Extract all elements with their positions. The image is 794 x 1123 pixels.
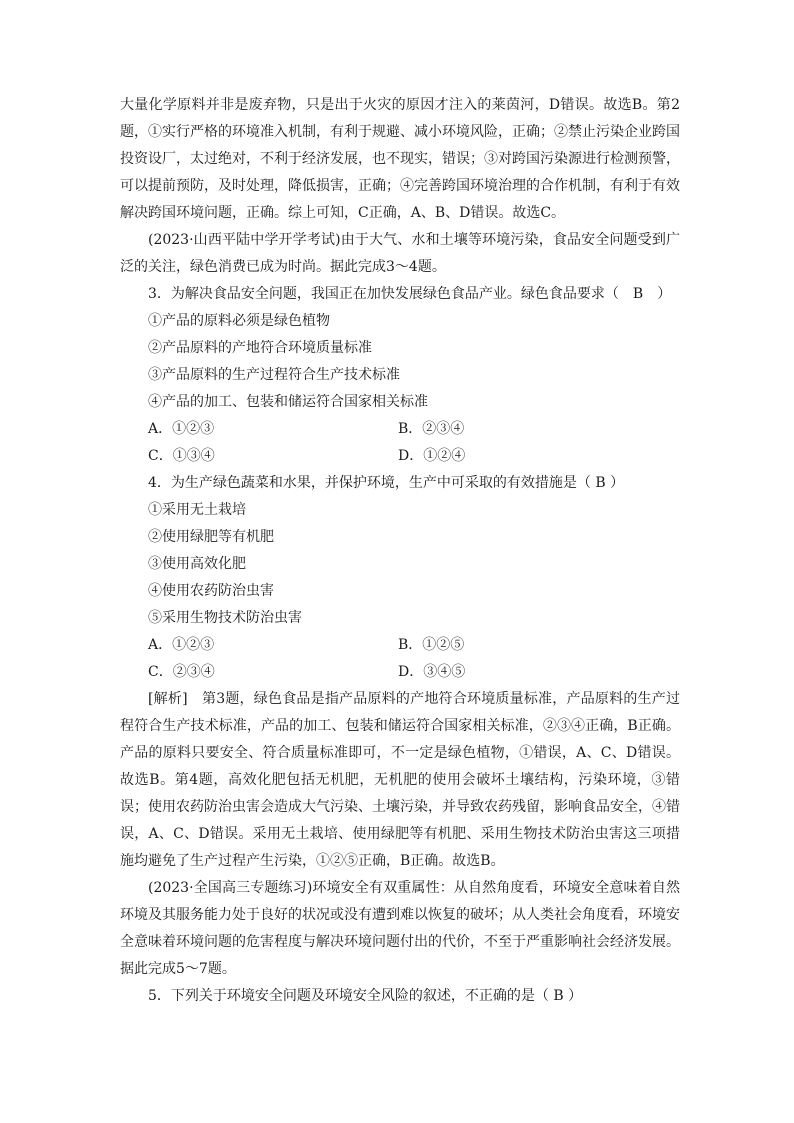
question-4-stem: 4．为生产绿色蔬菜和水果，并保护环境，生产中可采取的有效措施是（ B ） bbox=[148, 475, 625, 491]
analysis-paragraph: [解析] 第3题，绿色食品是指产品原料的产地符合环境质量标准，产品原料的生产过程符合生产技术标准，产品的加工、包装和储运符合国家相关标准，②③④正确，B正确。产品的原料只要安全、符合质量标准即可，不一定是绿色植物，①错误，A、C、D错误。故选B。第4题，高效化肥包括无机肥，无机肥的使用会破坏土壤结构，污染环境，③错误；使用农药防治虫害会造成大气污染、土壤污染，并导致农药残留，影响食品安全，④错误，A、C、D错误。采用无土栽培、使用绿肥等有机肥、采用生物技术防治虫害这三项措施均避免了生产过程产生污染，①②⑤正确，B正确。故选B。 bbox=[120, 691, 680, 869]
question-4-option-c: C．②③④ bbox=[148, 664, 215, 680]
question-3-options-row-2 bbox=[120, 443, 680, 470]
question-3-options-row-1 bbox=[120, 416, 680, 443]
question-3-option-d: D．①②④ bbox=[398, 448, 466, 464]
question-3-statement-2: ②产品原料的产地符合环境质量标准 bbox=[148, 340, 372, 356]
question-3-option-c: C．①③④ bbox=[148, 448, 215, 464]
question-4-options-row-2 bbox=[120, 659, 680, 686]
document-content bbox=[120, 92, 680, 1010]
question-4-statement-5: ⑤采用生物技术防治虫害 bbox=[148, 610, 302, 626]
question-3-statement-3: ③产品原料的生产过程符合生产技术标准 bbox=[148, 367, 400, 383]
question-3-stem: 3．为解决食品安全问题，我国正在加快发展绿色食品产业。绿色食品要求（ B ） bbox=[148, 286, 672, 302]
question-3-statement-4: ④产品的加工、包装和储运符合国家相关标准 bbox=[148, 394, 428, 410]
answer-continuation-paragraph: 大量化学原料并非是废弃物，只是出于火灾的原因才注入的莱茵河，D错误。故选B。第2题，①实行严格的环境准入机制，有利于规避、减小环境风险，正确；②禁止污染企业跨国投资设厂，太过绝对，不利于经济发展，也不现实，错误；③对跨国污染源进行检测预警，可以提前预防，及时处理，降低损害，正确；④完善跨国环境治理的合作机制，有利于有效解决跨国环境问题，正确。综上可知，C正确，A、B、D错误。故选C。 bbox=[120, 97, 680, 221]
question-4-option-b: B．①②⑤ bbox=[398, 637, 465, 653]
question-4-statement-4: ④使用农药防治虫害 bbox=[148, 583, 274, 599]
question-5-stem: 5．下列关于环境安全问题及环境安全风险的叙述，不正确的是（ B ） bbox=[148, 988, 583, 1004]
question-4-option-a: A．①②③ bbox=[148, 637, 215, 653]
question-3-option-b: B．②③④ bbox=[398, 421, 465, 437]
question-group-intro-5-7: (2023·全国高三专题练习)环境安全有双重属性：从自然角度看，环境安全意味着自然环境及其服务能力处于良好的状况或没有遭到难以恢复的破坏；从人类社会角度看，环境安全意味着环境问题的危害程度与解决环境问题付出的代价，不至于严重影响社会经济发展。据此完成5～7题。 bbox=[120, 880, 680, 977]
question-group-intro-3-4: (2023·山西平陆中学开学考试)由于大气、水和土壤等环境污染，食品安全问题受到广泛的关注，绿色消费已成为时尚。据此完成3～4题。 bbox=[120, 232, 680, 275]
question-3-option-a: A．①②③ bbox=[148, 421, 215, 437]
question-4-statement-1: ①采用无土栽培 bbox=[148, 502, 246, 518]
question-4-options-row-1 bbox=[120, 632, 680, 659]
question-3-statement-1: ①产品的原料必须是绿色植物 bbox=[148, 313, 330, 329]
question-4-statement-2: ②使用绿肥等有机肥 bbox=[148, 529, 274, 545]
question-4-option-d: D．③④⑤ bbox=[398, 664, 466, 680]
question-4-statement-3: ③使用高效化肥 bbox=[148, 556, 246, 572]
